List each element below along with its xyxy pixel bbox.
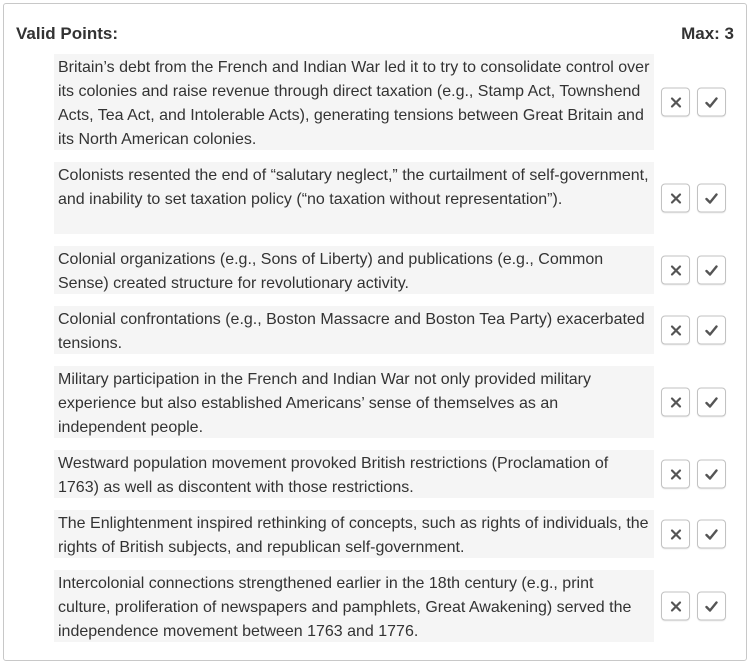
reject-button[interactable] (661, 592, 690, 621)
accept-button[interactable] (697, 592, 726, 621)
point-text: Colonial confrontations (e.g., Boston Massacre and Boston Tea Party) exacerbated tensions. (54, 306, 654, 354)
reject-button[interactable] (661, 460, 690, 489)
close-icon (670, 264, 682, 276)
point-actions (661, 184, 726, 213)
point-actions (661, 388, 726, 417)
checkmark-icon (705, 264, 718, 276)
checkmark-icon (705, 528, 718, 540)
point-text: Westward population movement provoked British restrictions (Proclamation of 1763) as well as discontent with those restrictions. (54, 450, 654, 498)
point-actions (661, 256, 726, 285)
point-row (54, 450, 744, 498)
accept-button[interactable] (697, 460, 726, 489)
max-points-label: Max: 3 (681, 24, 734, 43)
point-row (54, 54, 744, 150)
reject-button[interactable] (661, 520, 690, 549)
checkmark-icon (705, 192, 718, 204)
checkmark-icon (705, 324, 718, 336)
accept-button[interactable] (697, 316, 726, 345)
checkmark-icon (705, 396, 718, 408)
point-text: Britain’s debt from the French and Indian War led it to try to consolidate control over its colonies and raise revenue through direct taxation (e.g., Stamp Act, Townshend Acts, Tea Act, and Intolerable Acts), generating tensions between Great Britain and its North American colonies. (54, 54, 654, 150)
point-text: Colonists resented the end of “salutary neglect,” the curtailment of self-government, and inability to set taxation policy (“no taxation without representation”). (54, 162, 654, 234)
accept-button[interactable] (697, 388, 726, 417)
close-icon (670, 192, 682, 204)
checkmark-icon (705, 468, 718, 480)
accept-button[interactable] (697, 520, 726, 549)
reject-button[interactable] (661, 184, 690, 213)
point-actions (661, 88, 726, 117)
point-actions (661, 316, 726, 345)
valid-points-panel (3, 3, 747, 661)
close-icon (670, 528, 682, 540)
accept-button[interactable] (697, 88, 726, 117)
panel-title: Valid Points: (16, 24, 119, 43)
point-row (54, 246, 744, 294)
point-row (54, 162, 744, 234)
point-row (54, 570, 744, 642)
close-icon (670, 468, 682, 480)
accept-button[interactable] (697, 256, 726, 285)
point-text: Intercolonial connections strengthened earlier in the 18th century (e.g., print culture, proliferation of newspapers and pamphlets, Great Awakening) served the independence movement between 1763 and 1776. (54, 570, 654, 642)
point-row (54, 366, 744, 438)
reject-button[interactable] (661, 256, 690, 285)
close-icon (670, 324, 682, 336)
accept-button[interactable] (697, 184, 726, 213)
point-actions (661, 460, 726, 489)
reject-button[interactable] (661, 88, 690, 117)
checkmark-icon (705, 600, 718, 612)
reject-button[interactable] (661, 316, 690, 345)
point-actions (661, 592, 726, 621)
panel-header (4, 4, 746, 56)
point-text: Colonial organizations (e.g., Sons of Liberty) and publications (e.g., Common Sense) created structure for revolutionary activity. (54, 246, 654, 294)
point-row (54, 510, 744, 558)
reject-button[interactable] (661, 388, 690, 417)
close-icon (670, 600, 682, 612)
point-text: The Enlightenment inspired rethinking of concepts, such as rights of individuals, the rights of British subjects, and republican self-government. (54, 510, 654, 558)
close-icon (670, 396, 682, 408)
close-icon (670, 96, 682, 108)
point-text: Military participation in the French and Indian War not only provided military experience but also established Americans’ sense of themselves as an independent people. (54, 366, 654, 438)
point-actions (661, 520, 726, 549)
checkmark-icon (705, 96, 718, 108)
point-row (54, 306, 744, 354)
